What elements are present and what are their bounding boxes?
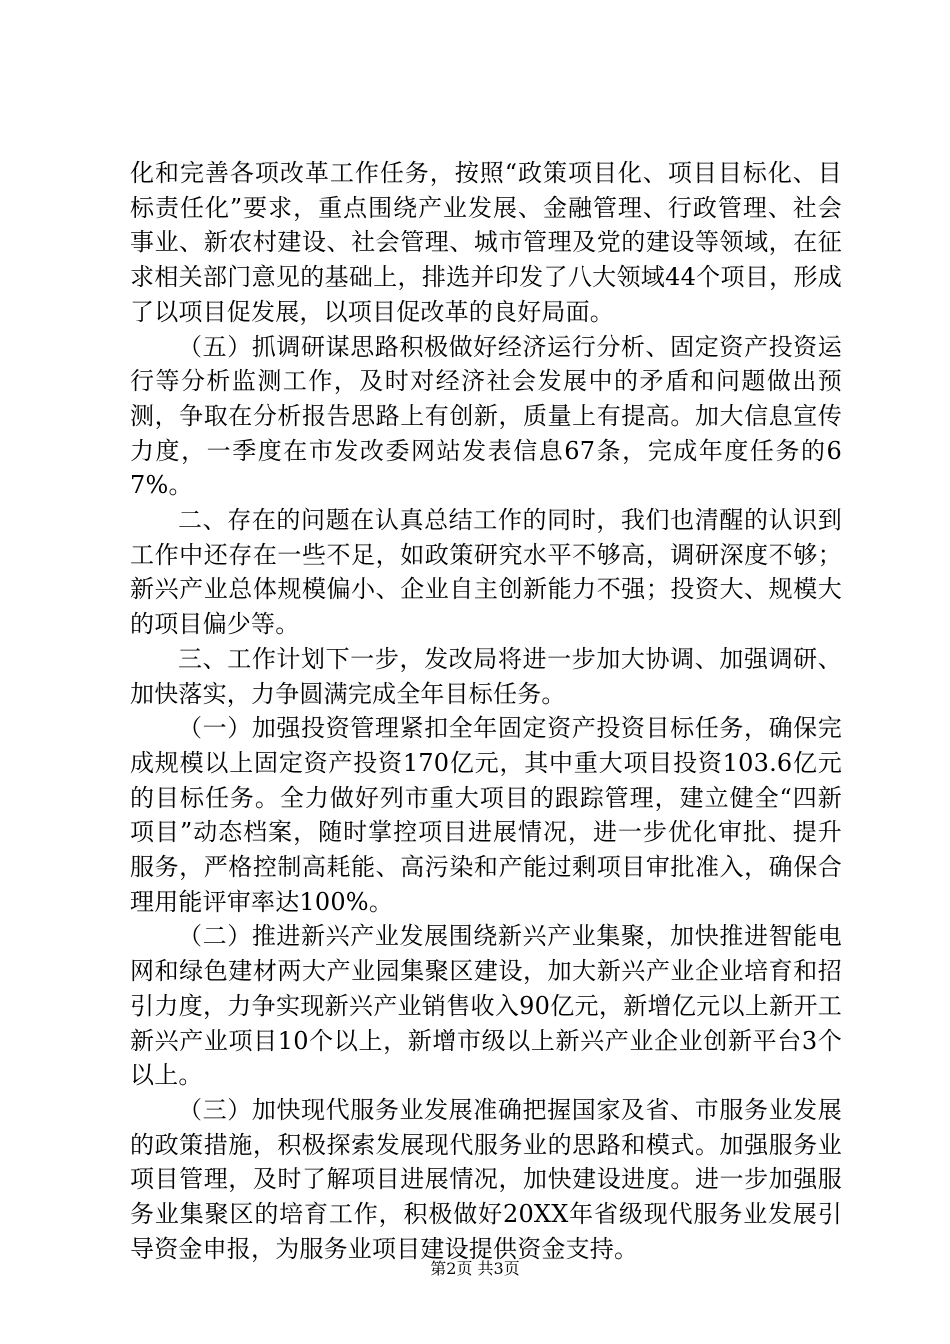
page-footer: 第2页 共3页 bbox=[430, 1259, 520, 1278]
paragraph-plan-three: （三）加快现代服务业发展准确把握国家及省、市服务业发展的政策措施，积极探索发展现代服务业的思路和模式。加强服务业项目管理，及时了解项目进展情况，加快建设进度。进一步加强服务业集聚区的培育工作，积极做好20XX年省级现代服务业发展引导资金申报，为服务业项目建设提供资金支持。 bbox=[130, 1095, 842, 1263]
paragraph-plan-one: （一）加强投资管理紧扣全年固定资产投资目标任务，确保完成规模以上固定资产投资170亿元，其中重大项目投资103.6亿元的目标任务。全力做好列市重大项目的跟踪管理，建立健全“四新项目”动态档案，随时掌控项目进展情况，进一步优化审批、提升服务，严格控制高耗能、高污染和产能过剩项目审批准入，确保合理用能评审率达100%。 bbox=[130, 714, 842, 916]
paragraph-work-plan: 三、工作计划下一步，发改局将进一步加大协调、加强调研、加快落实，力争圆满完成全年目标任务。 bbox=[130, 644, 842, 708]
paragraph-plan-two: （二）推进新兴产业发展围绕新兴产业集聚，加快推进智能电网和绿色建材两大产业园集聚区建设，加大新兴产业企业培育和招引力度，力争实现新兴产业销售收入90亿元，新增亿元以上新开工新兴产业项目10个以上，新增市级以上新兴产业企业创新平台3个以上。 bbox=[130, 922, 842, 1090]
paragraph-section-five: （五）抓调研谋思路积极做好经济运行分析、固定资产投资运行等分析监测工作，及时对经济社会发展中的矛盾和问题做出预测，争取在分析报告思路上有创新，质量上有提高。加大信息宣传力度，一季度在市发改委网站发表信息67条，完成年度任务的67%。 bbox=[130, 332, 842, 500]
paragraph-continuation: 化和完善各项改革工作任务，按照“政策项目化、项目目标化、目标责任化”要求，重点围绕产业发展、金融管理、行政管理、社会事业、新农村建设、社会管理、城市管理及党的建设等领域，在征求相关部门意见的基础上，排选并印发了八大领域44个项目，形成了以项目促发展，以项目促改革的良好局面。 bbox=[130, 159, 842, 326]
document-body bbox=[130, 156, 842, 1267]
paragraph-existing-problems: 二、存在的问题在认真总结工作的同时，我们也清醒的认识到工作中还存在一些不足，如政策研究水平不够高，调研深度不够；新兴产业总体规模偏小、企业自主创新能力不强；投资大、规模大的项目偏少等。 bbox=[130, 506, 842, 639]
